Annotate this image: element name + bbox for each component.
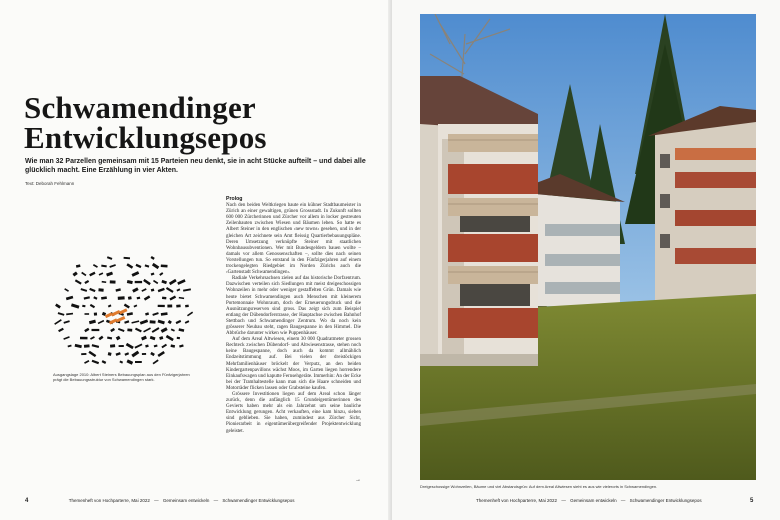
building-footprint bbox=[110, 328, 115, 332]
building-footprint bbox=[126, 263, 133, 269]
building-footprint bbox=[166, 287, 174, 293]
building-footprint bbox=[63, 336, 69, 340]
building-footprint bbox=[118, 296, 125, 300]
building-footprint bbox=[132, 271, 140, 277]
building-footprint bbox=[153, 280, 158, 284]
building-footprint bbox=[127, 280, 133, 284]
building-footprint bbox=[145, 312, 149, 315]
building-footprint bbox=[179, 344, 184, 347]
building-footprint bbox=[161, 327, 168, 333]
building-footprint bbox=[71, 303, 80, 308]
building-footprint bbox=[177, 337, 180, 340]
building-footprint bbox=[161, 280, 167, 284]
building-footprint bbox=[152, 327, 160, 333]
building-footprint bbox=[81, 272, 86, 276]
footer-issue: Themenheft von Hochparterre, Mai 2022 bbox=[68, 498, 150, 503]
building-footprint bbox=[154, 344, 158, 347]
building-footprint bbox=[133, 304, 137, 307]
footer-separator: — bbox=[620, 498, 626, 503]
building-footprint bbox=[158, 305, 165, 307]
footer-separator: — bbox=[213, 498, 219, 503]
right-building bbox=[648, 106, 756, 304]
building-footprint bbox=[94, 312, 97, 315]
building-footprint bbox=[90, 336, 95, 340]
building-footprint bbox=[135, 281, 142, 283]
building-footprint bbox=[145, 344, 149, 347]
building-footprint bbox=[143, 279, 151, 285]
building-footprint bbox=[81, 353, 86, 355]
building-footprint bbox=[110, 344, 115, 347]
building-footprint bbox=[93, 296, 97, 299]
building-footprint bbox=[64, 288, 69, 292]
building-footprint bbox=[93, 264, 98, 268]
building-footprint bbox=[106, 272, 113, 277]
housing-photo bbox=[420, 14, 756, 480]
building-footprint bbox=[158, 320, 165, 325]
building-footprint bbox=[98, 320, 105, 324]
building-footprint bbox=[159, 336, 163, 340]
body-paragraph: Radiale Verkehrsachsen zielen auf das historische Dorfzentrum. Dazwischen verteilen sich Siedlungen mit meist dreigeschossigen Wohnzeilen in mehr oder weniger gestaffelten Grün. Damals wie heute bietet Schwamendingen auch Menschen mit kleinerem Portemonnaie Wohnraum, doch der Erneuerungsdruck und die Ausnützungsreserven sind gross. Das zeigt sich zum Beispiel entlang der Dübendorferstrasse, der Hauptachse zwischen Bahnhof Stettbach und Schwamendinger Zentrum. Wo da noch kein grösserer Neubau steht, ragen Baugespanne in den Himmel. Die Abbrüche darunter wirken wie Puppenhäuser. bbox=[226, 276, 361, 337]
footer-article: Schwamendinger Entwicklungsepos bbox=[222, 498, 295, 503]
left-footer bbox=[25, 498, 294, 504]
page-number: 5 bbox=[750, 498, 754, 504]
building-footprint bbox=[185, 305, 189, 308]
building-footprint bbox=[176, 288, 180, 291]
title-line-1: Schwamendinger bbox=[24, 90, 256, 125]
footer-issue: Themenheft von Hochparterre, Mai 2022 bbox=[476, 498, 558, 503]
right-page-number-wrap bbox=[750, 498, 753, 504]
building-footprint bbox=[183, 288, 191, 291]
building-footprint bbox=[161, 312, 168, 315]
page-number: 4 bbox=[25, 498, 29, 504]
building-footprint bbox=[108, 304, 112, 307]
building-footprint bbox=[159, 272, 163, 276]
building-footprint bbox=[141, 336, 147, 341]
building-footprint bbox=[72, 271, 77, 276]
building-footprint bbox=[55, 304, 61, 309]
building-footprint bbox=[152, 312, 158, 316]
building-footprint bbox=[66, 296, 73, 301]
body-paragraph: Auf dem Areal Altwiesen, einem 30 000 Quadratmeter grossen Rechteck zwischen Dübendorf- und Altwiesenstrasse, stehen noch keine Baugespanne, doch auch da kommt allmählich Endzeitstimmung auf. Bei vielen der dreistöckigen Mehrfamilienhäuser bröckelt der Verputz, an den beiden Kindergartenpavillons wächst Moos, im Garten liegen horrendere Einkaufswagen und kaputte Fernsehgeräte. Immerhin: An der Ecke bei der Tramhaltestelle kann man sich die Haare schneiden und Motorräder flicken lassen oder Grabsteine kaufen. bbox=[226, 337, 361, 391]
building-footprint bbox=[108, 352, 112, 356]
building-footprint bbox=[137, 297, 141, 300]
footer-section: Gemeinsam entwickeln bbox=[570, 498, 617, 503]
building-footprint bbox=[75, 279, 82, 284]
building-footprint bbox=[169, 295, 176, 300]
building-footprint bbox=[150, 352, 155, 356]
building-footprint bbox=[102, 360, 107, 364]
building-footprint bbox=[150, 320, 156, 323]
building-footprint bbox=[171, 328, 175, 331]
building-footprint bbox=[116, 352, 121, 356]
building-footprint bbox=[150, 256, 154, 260]
building-footprint bbox=[85, 313, 90, 315]
building-footprint bbox=[135, 361, 142, 363]
building-footprint bbox=[170, 344, 175, 347]
building-footprint bbox=[135, 343, 143, 348]
building-footprint bbox=[169, 279, 177, 285]
building-footprint bbox=[162, 297, 166, 300]
photo-caption: Dreigeschossige Wohnzeilen, Bäume und viel Abstandsgrün: Auf dem Areal Altwiesen sieht es aus wie vielerorts in Schwamendingen. bbox=[420, 484, 658, 489]
building-footprint bbox=[84, 328, 89, 332]
building-footprint bbox=[124, 352, 129, 356]
building-footprint bbox=[152, 263, 159, 269]
building-footprint bbox=[151, 288, 155, 291]
building-footprint bbox=[101, 265, 107, 268]
building-footprint bbox=[124, 320, 129, 324]
author-credit: Text: Deborah Fehlmann bbox=[25, 181, 75, 186]
building-footprint bbox=[80, 337, 88, 340]
building-footprint bbox=[98, 336, 103, 341]
building-footprint bbox=[140, 319, 148, 324]
body-paragraph: Nach den beiden Weltkriegen baute ein kühner Stadtbaumeister in Zürich an einer gewaltigen, grünen Grossstadt. In Zukunft sollten 600 000 Zürcherinnen und Zürcher vor allem in locker gestreuten Zeilenbauten zwischen Wiesen und Bäumen leben. So hatte es Albert Steiner in den englischen ‹new towns› gesehen, und in der gleichen Art zeichnete sein Amt fleissig Quartierbebauungspläne. Deren Umsetzung verknüpfte Steiner mit staatlichen Wohnbausubventionen. Wer mit Bundesgeldern bauen wollte – damals vor allem Genossenschaften –, sollte dies nach seinen Vorstellungen tun. So entstand in den Fünfzigerjahren auf einem trockengelegten Riedgebiet im Norden Zürichs auch die ‹Gartenstadt Schwamendingen›. bbox=[226, 203, 361, 276]
building-footprint bbox=[89, 320, 96, 325]
lead-paragraph: Wie man 32 Parzellen gemeinsam mit 15 Parteien neu denkt, sie in acht Stücke aufteilt – und dabei alle glücklich macht. Eine Erzählung in vier Akten. bbox=[25, 158, 366, 174]
footer-section: Gemeinsam entwickeln bbox=[162, 498, 210, 503]
building-footprint bbox=[178, 328, 184, 332]
building-footprint bbox=[81, 288, 88, 292]
building-footprint bbox=[84, 344, 90, 347]
building-footprint bbox=[126, 359, 133, 364]
right-footer bbox=[476, 498, 702, 503]
footer-separator: — bbox=[561, 498, 566, 503]
building-footprint bbox=[89, 272, 95, 277]
building-footprint bbox=[185, 320, 190, 323]
building-footprint bbox=[187, 312, 193, 317]
building-footprint bbox=[102, 281, 107, 283]
building-footprint bbox=[107, 336, 112, 339]
body-paragraph: Grössere Investitionen liegen auf dem Areal schon länger zurück, denn die anfänglich 15 Grundeigentümerinnen des Gevierts haben mehr als ein Jahrzehnt um seine bauliche Entwicklung gerungen. Acht verkauften, eine kam hinzu, sieben sind geblieben. Sie haben, zumindest aus Zürcher Sicht, Pionierarbeit in eigentümerübergreifender Projektentwicklung geleistet. bbox=[226, 392, 361, 434]
building-footprint bbox=[92, 360, 99, 364]
building-footprint bbox=[145, 264, 150, 267]
building-footprint bbox=[179, 297, 184, 299]
building-footprint bbox=[132, 287, 139, 292]
building-footprint bbox=[84, 296, 90, 299]
building-footprint bbox=[107, 256, 113, 260]
highlight-plot bbox=[109, 318, 118, 324]
building-footprint bbox=[90, 304, 95, 308]
building-footprint bbox=[161, 344, 167, 349]
building-footprint bbox=[92, 344, 99, 348]
building-footprint bbox=[124, 257, 131, 259]
building-footprint bbox=[54, 319, 62, 325]
building-footprint bbox=[116, 336, 121, 341]
footer-separator: — bbox=[154, 498, 159, 503]
building-footprint bbox=[176, 305, 181, 308]
continue-arrow: → bbox=[355, 477, 361, 483]
building-footprint bbox=[177, 279, 185, 285]
building-footprint bbox=[126, 343, 134, 349]
site-plan-map bbox=[53, 254, 195, 370]
building-footprint bbox=[128, 296, 132, 300]
building-footprint bbox=[119, 345, 124, 347]
building-footprint bbox=[82, 305, 85, 308]
section-subheading: Prolog bbox=[226, 196, 243, 202]
body-text-column bbox=[226, 196, 361, 435]
building-footprint bbox=[84, 280, 89, 284]
building-footprint bbox=[127, 312, 133, 316]
building-footprint bbox=[151, 272, 155, 275]
building-footprint bbox=[66, 313, 73, 316]
building-footprint bbox=[109, 264, 116, 268]
building-footprint bbox=[158, 288, 165, 292]
building-footprint bbox=[141, 288, 146, 292]
building-footprint bbox=[92, 329, 100, 331]
title-line-2: Entwicklungsepos bbox=[24, 120, 267, 155]
building-footprint bbox=[84, 360, 89, 364]
right-page bbox=[392, 0, 780, 520]
building-footprint bbox=[153, 359, 159, 364]
building-footprint bbox=[176, 320, 182, 324]
building-footprint bbox=[58, 328, 64, 332]
building-footprint bbox=[119, 360, 123, 363]
building-footprint bbox=[135, 264, 141, 268]
building-footprint bbox=[75, 344, 82, 348]
building-footprint bbox=[118, 328, 125, 332]
map-caption: Ausgangslage 2010: Albert Steiners Bebauungsplan aus den Fünfzigerjahren prägt die Bebauungsstruktur von Schwamendingen stark. bbox=[53, 372, 190, 382]
building-footprint bbox=[58, 312, 65, 316]
building-footprint bbox=[142, 353, 146, 355]
building-footprint bbox=[98, 288, 103, 291]
building-footprint bbox=[116, 288, 121, 291]
building-footprint bbox=[161, 264, 168, 267]
footer-article: Schwamendinger Entwicklungsepos bbox=[629, 498, 702, 503]
building-footprint bbox=[168, 320, 172, 324]
building-footprint bbox=[99, 272, 104, 275]
building-footprint bbox=[166, 335, 174, 341]
building-footprint bbox=[131, 320, 139, 323]
building-footprint bbox=[63, 320, 69, 324]
highlight-plot bbox=[116, 316, 125, 323]
building-footprint bbox=[127, 328, 132, 331]
building-footprint bbox=[110, 280, 116, 283]
building-footprint bbox=[101, 296, 107, 299]
building-footprint bbox=[157, 351, 164, 357]
highlight-plot bbox=[111, 310, 120, 317]
building-footprint bbox=[143, 327, 151, 332]
building-footprint bbox=[124, 304, 130, 309]
building-footprint bbox=[150, 336, 156, 340]
building-footprint bbox=[68, 345, 72, 348]
building-footprint bbox=[144, 295, 151, 300]
left-building bbox=[420, 76, 538, 366]
building-footprint bbox=[76, 264, 81, 267]
article-title bbox=[24, 90, 384, 155]
building-footprint bbox=[135, 328, 142, 333]
building-footprint bbox=[131, 351, 139, 358]
building-footprint bbox=[167, 305, 172, 308]
building-footprint bbox=[88, 351, 96, 357]
building-footprint bbox=[89, 288, 95, 292]
